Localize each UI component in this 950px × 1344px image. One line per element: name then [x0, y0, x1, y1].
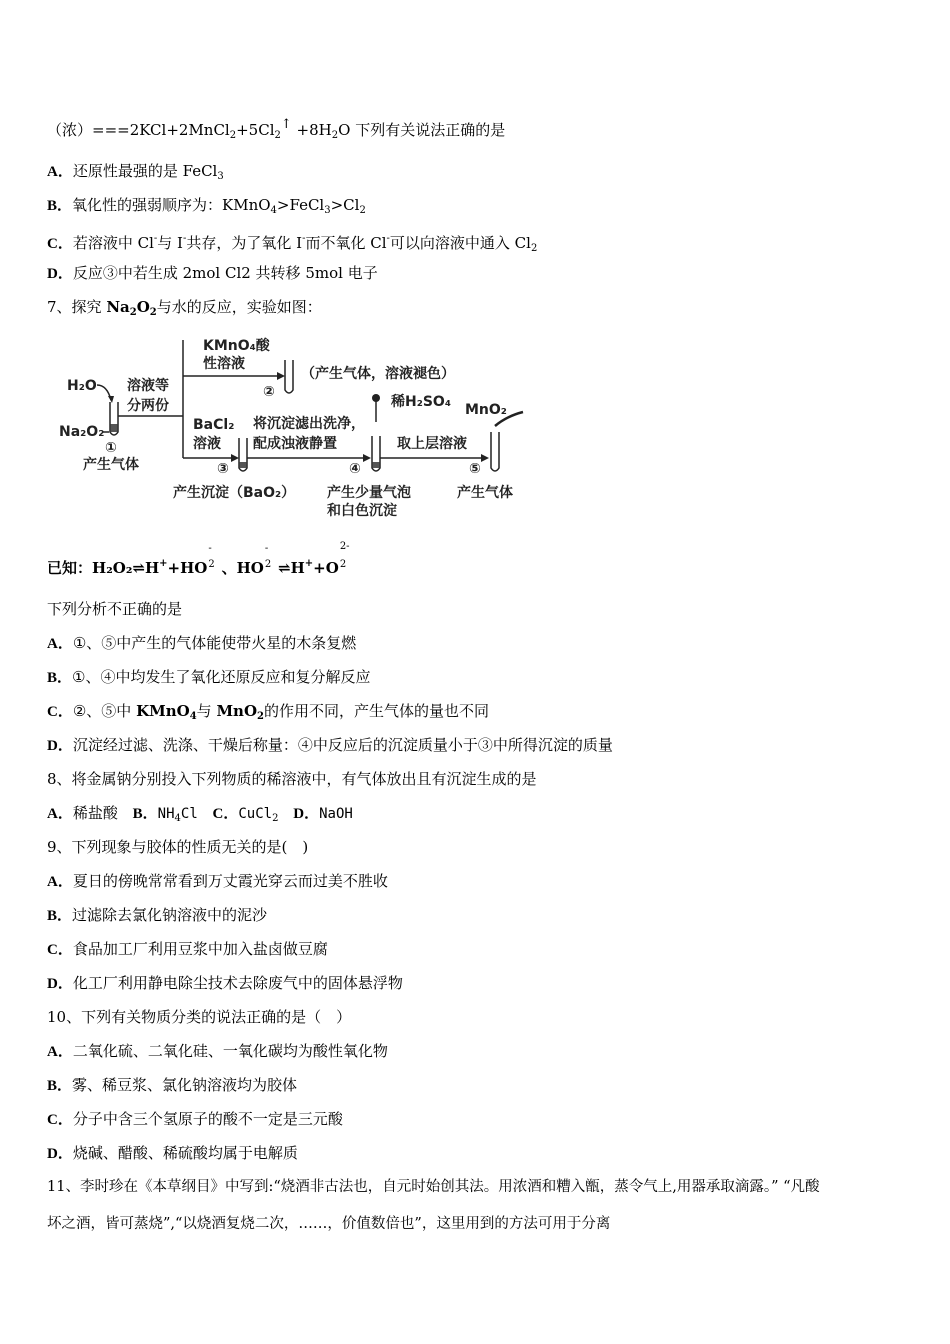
- option-text: 夏日的傍晚常常看到万丈霞光穿云而过美不胜收: [72, 872, 388, 890]
- q7-option-a: [47, 633, 356, 654]
- superscript: +: [159, 558, 168, 569]
- option-text: 还原性最强的是 FeCl: [72, 162, 218, 180]
- option-text: 化工厂利用静电除尘技术去除废气中的固体悬浮物: [72, 974, 403, 992]
- formula: Na: [106, 298, 130, 316]
- superscript: -: [153, 233, 158, 244]
- option-label: A．: [47, 1044, 73, 1060]
- option-text: Cl: [180, 806, 198, 822]
- equation-text: H₂O₂⇌H: [92, 559, 160, 577]
- filter-label-2: 配成浊液静置: [253, 436, 337, 452]
- option-text: ①、⑤中产生的气体能使带火星的木条复燃: [72, 634, 357, 652]
- superscript: 2-: [339, 541, 350, 552]
- subscript: 4: [189, 711, 197, 722]
- equation-text: +5Cl: [236, 121, 275, 139]
- tube-4-result-2: 和白色沉淀: [327, 503, 397, 519]
- question-text: 与水的反应，实验如图：: [156, 298, 322, 316]
- q9-stem: [47, 837, 308, 857]
- h2o-arrow: [97, 385, 111, 400]
- option-text: 分子中含三个氢原子的酸不一定是三元酸: [72, 1110, 343, 1128]
- q9-option-a: [47, 871, 388, 892]
- subscript: 2: [530, 243, 538, 254]
- superscript: -: [182, 233, 187, 244]
- tube-3-result: 产生沉淀（BaO₂）: [173, 485, 296, 501]
- tube-5-number: ⑤: [469, 461, 481, 477]
- option-label: C．: [212, 806, 239, 822]
- question-text: 11、李时珍在《本草纲目》中写到:“烧酒非古法也，自元时始创其法。用浓酒和糟入甑，蒸令气上,用器承取滴露。” “凡酸: [47, 1179, 820, 1195]
- arrow-head: [363, 454, 371, 462]
- q11-line-2: [47, 1214, 610, 1234]
- tube-2-number: ②: [263, 384, 275, 400]
- formula: O: [136, 298, 150, 316]
- equation-text: O 下列有关说法正确的是: [338, 121, 506, 139]
- option-text: 食品加工厂利用豆浆中加入盐卤做豆腐: [72, 940, 328, 958]
- split-label-2: 分两份: [127, 398, 169, 414]
- option-text: 反应③中若生成 2mol Cl2 共转移 5mol 电子: [72, 264, 378, 282]
- option-text: 共存，为了氧化 I: [186, 234, 303, 252]
- subscript: 2: [274, 130, 281, 141]
- q9-option-c: [47, 939, 328, 960]
- q9-option-d: [47, 973, 403, 994]
- experiment-diagram: [55, 332, 535, 522]
- option-text: 烧碱、醋酸、稀硫酸均属于电解质: [72, 1144, 298, 1162]
- arrow-head: [231, 454, 239, 462]
- tube-4-contents: [373, 462, 380, 468]
- subscript: 2: [208, 559, 215, 570]
- subscript: 3: [324, 205, 331, 216]
- dropper-bulb: [372, 394, 380, 402]
- q6-option-a: [47, 161, 224, 187]
- option-label: D．: [47, 266, 73, 282]
- tube-4-number: ④: [349, 461, 361, 477]
- question-text: 10、下列有关物质分类的说法正确的是（ ）: [47, 1008, 352, 1026]
- arrow-head: [108, 396, 114, 403]
- option-label: D．: [293, 806, 320, 822]
- q7-option-b: [47, 667, 370, 688]
- tube-1-number: ①: [105, 440, 117, 456]
- subscript: 4: [270, 205, 277, 216]
- equation-text: +8H: [291, 121, 332, 139]
- superscript: -: [302, 233, 306, 244]
- option-label: C．: [47, 704, 73, 720]
- subscript: 4: [174, 813, 181, 824]
- equation-text: ⇌H: [272, 559, 305, 577]
- subscript: 2: [149, 307, 157, 318]
- q11-line-1: [47, 1177, 820, 1197]
- q6-equation-line: [47, 115, 505, 146]
- kmno4-label-1: KMnO₄酸: [203, 338, 270, 354]
- option-label: B．: [47, 908, 73, 924]
- q6-option-d: [47, 263, 378, 284]
- option-label: B．: [47, 198, 73, 214]
- subscript: 2: [339, 559, 347, 570]
- option-text: 与 I: [157, 234, 183, 252]
- option-text: NH: [157, 806, 175, 822]
- option-text: >Cl: [330, 196, 360, 214]
- equation-text: （浓）===2KCl+2MnCl: [47, 121, 230, 139]
- tube-5-result: 产生气体: [457, 485, 513, 501]
- option-text: CuCl: [238, 806, 273, 822]
- q7-option-c: [47, 701, 489, 727]
- q8-stem: [47, 769, 537, 789]
- q7-option-d: [47, 735, 613, 756]
- option-label: A．: [47, 636, 73, 652]
- test-tube-5: [491, 432, 499, 471]
- option-label: B．: [132, 806, 158, 822]
- superscript: -: [264, 543, 269, 554]
- q6-option-c: [47, 229, 537, 259]
- option-text: 若溶液中 Cl: [72, 234, 154, 252]
- bacl2-label-2: 溶液: [193, 436, 221, 452]
- option-label: A．: [47, 806, 73, 822]
- subscript: 2: [129, 307, 137, 318]
- option-text: NaOH: [319, 806, 353, 822]
- option-text: 与: [196, 702, 217, 720]
- option-label: D．: [47, 738, 73, 754]
- option-label: B．: [47, 670, 73, 686]
- option-text: 雾、稀豆浆、氯化钠溶液均为胶体: [72, 1076, 298, 1094]
- option-text: 二氧化硫、二氧化硅、一氧化碳均为酸性氧化物: [72, 1042, 388, 1060]
- tube-3-contents: [240, 462, 247, 468]
- q7-known-equilibria: [47, 541, 353, 578]
- option-text: 的作用不同，产生气体的量也不同: [263, 702, 489, 720]
- option-label: C．: [47, 236, 73, 252]
- subscript: 2: [331, 130, 339, 141]
- arrow-head: [481, 454, 489, 462]
- option-label: B．: [47, 1078, 73, 1094]
- option-label: A．: [47, 164, 73, 180]
- question-text: 下列分析不正确的是: [47, 600, 183, 618]
- test-tube-2: [285, 360, 293, 393]
- h2o-label: H₂O: [67, 378, 97, 394]
- split-label-1: 溶液等: [127, 378, 169, 394]
- question-number: 7、探究: [47, 298, 107, 316]
- q8-options: [47, 803, 353, 829]
- equation-text: 、HO: [216, 559, 264, 577]
- option-label: D．: [47, 1146, 73, 1162]
- question-text: 9、下列现象与胶体的性质无关的是( ): [47, 838, 309, 856]
- option-label: D．: [47, 976, 73, 992]
- q6-option-b: [47, 195, 366, 221]
- subscript: 2: [229, 130, 237, 141]
- q10-option-c: [47, 1109, 343, 1130]
- subscript: 2: [272, 813, 279, 824]
- h2so4-label: 稀H₂SO₄: [391, 394, 451, 410]
- superscript: -: [208, 543, 212, 554]
- equation-text: +O: [313, 559, 339, 577]
- arrow-head: [277, 372, 285, 380]
- option-label: C．: [47, 942, 73, 958]
- na2o2-label: Na₂O₂: [59, 424, 105, 440]
- q7-stem: [47, 297, 322, 323]
- mno2-label: MnO₂: [465, 402, 507, 418]
- upper-layer-label: 取上层溶液: [397, 436, 467, 452]
- tube-3-number: ③: [217, 461, 229, 477]
- option-text: ②、⑤中: [72, 702, 137, 720]
- question-text: 坏之酒，皆可蒸烧”,“以烧酒复烧二次，……，价值数倍也”，这里用到的方法可用于分离: [47, 1216, 611, 1232]
- option-label: A．: [47, 874, 73, 890]
- option-text: 可以向溶液中通入 Cl: [389, 234, 531, 252]
- option-text: 过滤除去氯化钠溶液中的泥沙: [72, 906, 268, 924]
- option-text: 稀盐酸: [72, 804, 118, 822]
- option-text: 沉淀经过滤、洗涤、干燥后称量：④中反应后的沉淀质量小于③中所得沉淀的质量: [72, 736, 613, 754]
- kmno4-label-2: 性溶液: [203, 356, 245, 372]
- q10-option-d: [47, 1143, 298, 1164]
- formula: KMnO: [136, 702, 190, 720]
- tube-4-result-1: 产生少量气泡: [327, 485, 411, 501]
- gas-arrow: ↑: [280, 117, 292, 132]
- q10-option-b: [47, 1075, 297, 1096]
- subscript: 3: [217, 171, 224, 182]
- q7-question: [47, 599, 182, 619]
- tube-1-result: 产生气体: [83, 457, 139, 473]
- q9-option-b: [47, 905, 267, 926]
- q10-stem: [47, 1007, 351, 1027]
- subscript: 2: [257, 711, 264, 722]
- tube-1-contents: [111, 424, 118, 432]
- subscript: 2: [264, 559, 272, 570]
- question-text: 8、将金属钠分别投入下列物质的稀溶液中，有气体放出且有沉淀生成的是: [47, 770, 537, 788]
- q10-option-a: [47, 1041, 388, 1062]
- option-label: C．: [47, 1112, 73, 1128]
- subscript: 2: [359, 205, 366, 216]
- formula: MnO: [216, 702, 258, 720]
- equation-text: +HO: [167, 559, 208, 577]
- option-text: >FeCl: [276, 196, 325, 214]
- tube-2-result: （产生气体，溶液褪色）: [301, 366, 455, 382]
- filter-label-1: 将沉淀滤出洗净，: [253, 416, 365, 432]
- known-label: 已知：: [47, 559, 93, 577]
- option-text: 氧化性的强弱顺序为：KMnO: [72, 196, 271, 214]
- superscript: +: [304, 558, 314, 569]
- superscript: -: [386, 233, 390, 244]
- bacl2-label-1: BaCl₂: [193, 417, 235, 433]
- option-text: 而不氧化 Cl: [305, 234, 387, 252]
- option-text: ①、④中均发生了氧化还原反应和复分解反应: [72, 668, 371, 686]
